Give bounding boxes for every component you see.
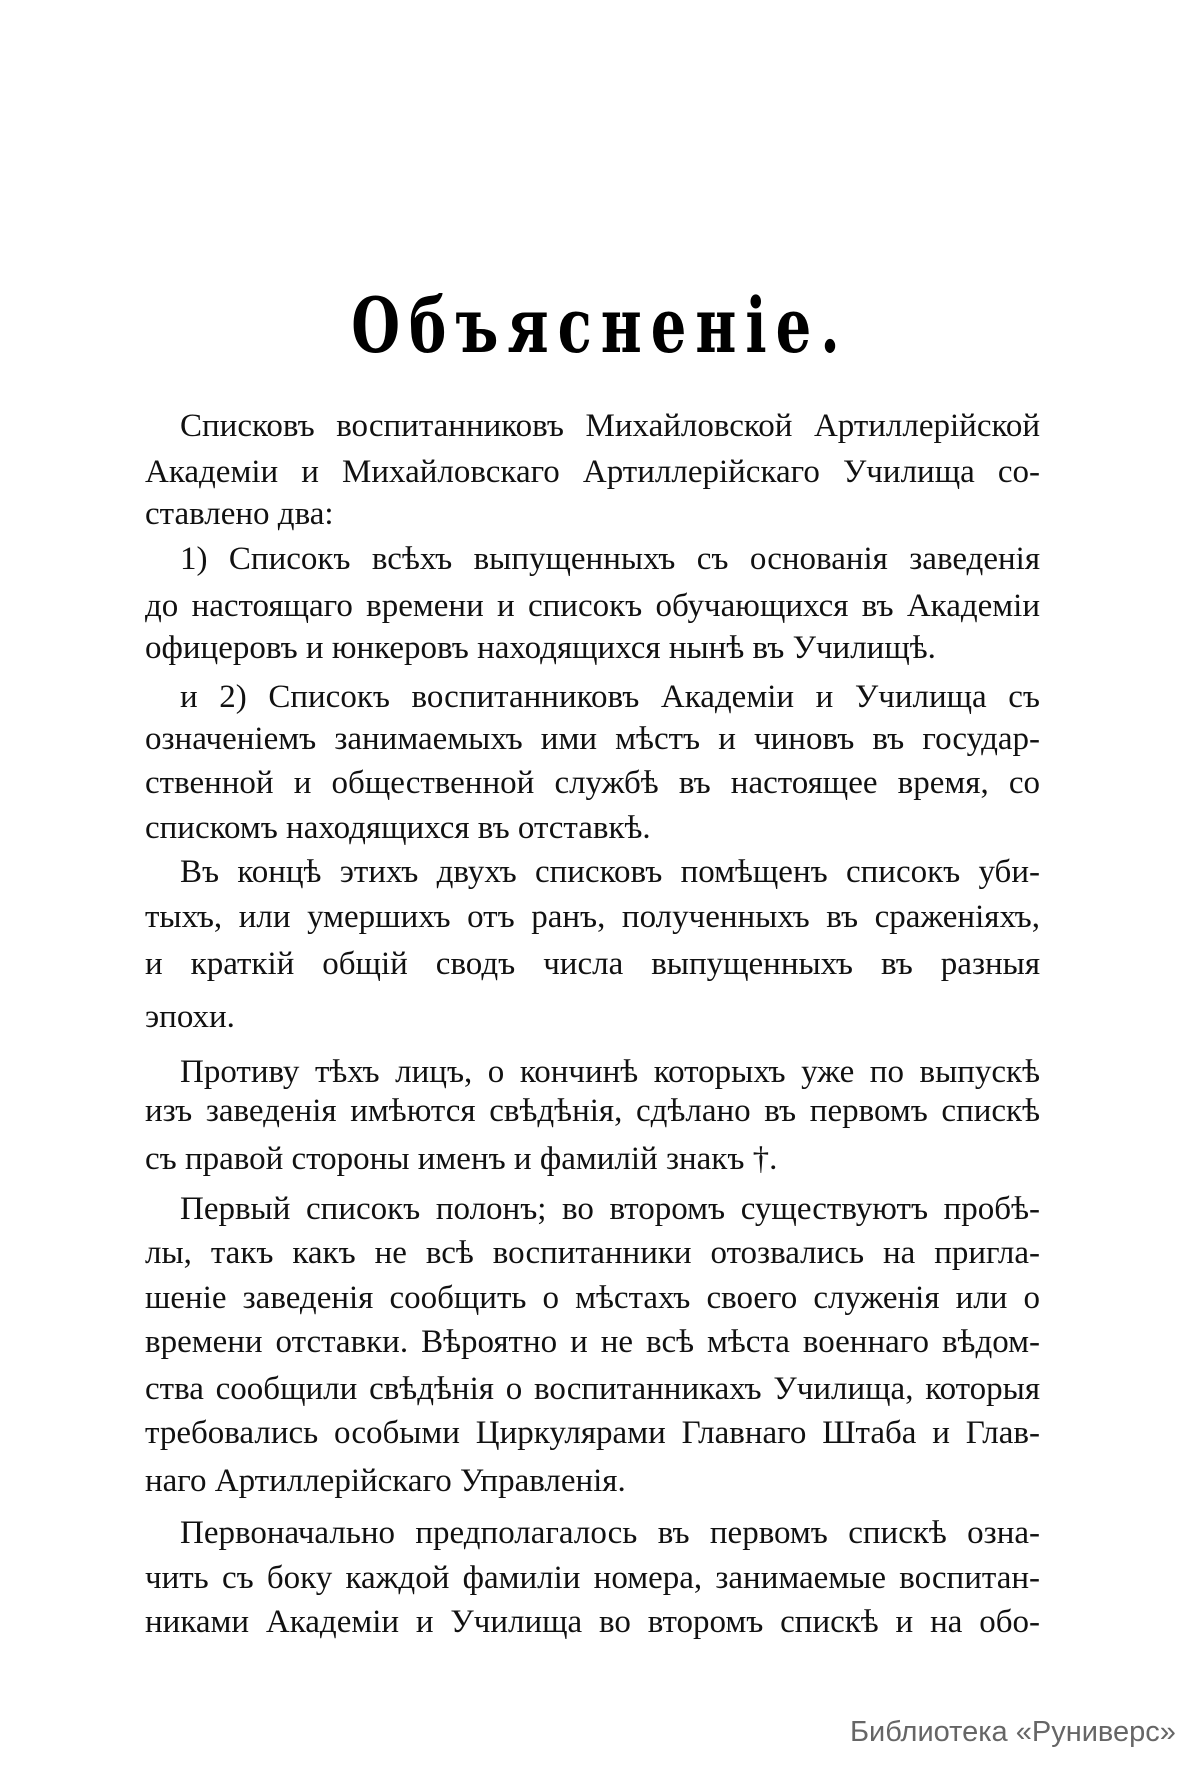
- text-line: изъ заведенія имѣются свѣдѣнія, сдѣлано въ первомъ спискѣ: [145, 1093, 1040, 1129]
- text-line: Противу тѣхъ лицъ, о кончинѣ которыхъ уже по выпускѣ: [180, 1054, 1040, 1090]
- text-line: ственной и общественной службѣ въ настоящее время, со: [145, 765, 1040, 801]
- text-line: чить съ боку каждой фамиліи номера, занимаемые воспитан-: [145, 1560, 1040, 1596]
- text-line: наго Артиллерійскаго Управленія.: [145, 1463, 626, 1499]
- text-line: ства сообщили свѣдѣнія о воспитанникахъ Училища, которыя: [145, 1371, 1040, 1407]
- text-line: съ правой стороны именъ и фамилій знакъ †.: [145, 1141, 778, 1177]
- page-title: Объясненіе.: [351, 282, 849, 372]
- text-line: ставлено два:: [145, 496, 334, 532]
- text-line: 1) Списокъ всѣхъ выпущенныхъ съ основанія заведенія: [180, 541, 1040, 577]
- text-line: Списковъ воспитанниковъ Михайловской Артиллерійской: [180, 408, 1040, 444]
- text-line: Въ концѣ этихъ двухъ списковъ помѣщенъ списокъ уби-: [180, 854, 1040, 890]
- text-line: времени отставки. Вѣроятно и не всѣ мѣста военнаго вѣдом-: [145, 1324, 1040, 1360]
- text-line: офицеровъ и юнкеровъ находящихся нынѣ въ Училищѣ.: [145, 630, 936, 666]
- text-line: спискомъ находящихся въ отставкѣ.: [145, 810, 651, 846]
- text-line: означеніемъ занимаемыхъ ими мѣстъ и чиновъ въ государ-: [145, 721, 1040, 757]
- library-watermark: Библиотека «Руниверс»: [850, 1716, 1176, 1748]
- text-line: никами Академіи и Училища во второмъ спискѣ и на обо-: [145, 1604, 1040, 1640]
- text-line: до настоящаго времени и списокъ обучающихся въ Академіи: [145, 588, 1040, 624]
- text-line: Первый списокъ полонъ; во второмъ существуютъ пробѣ-: [180, 1191, 1040, 1227]
- text-line: Первоначально предполагалось въ первомъ спискѣ озна-: [180, 1515, 1040, 1551]
- text-line: требовались особыми Циркулярами Главнаго Штаба и Глав-: [145, 1415, 1040, 1451]
- text-line: лы, такъ какъ не всѣ воспитанники отозвались на пригла-: [145, 1235, 1040, 1271]
- text-line: шеніе заведенія сообщить о мѣстахъ своего служенія или о: [145, 1280, 1040, 1316]
- text-line: тыхъ, или умершихъ отъ ранъ, полученныхъ въ сраженіяхъ,: [145, 899, 1040, 935]
- text-line: эпохи.: [145, 999, 235, 1035]
- text-line: и 2) Списокъ воспитанниковъ Академіи и Училища съ: [180, 679, 1040, 715]
- text-line: и краткій общій сводъ числа выпущенныхъ въ разныя: [145, 946, 1040, 982]
- text-line: Академіи и Михайловскаго Артиллерійскаго Училища со-: [145, 454, 1040, 490]
